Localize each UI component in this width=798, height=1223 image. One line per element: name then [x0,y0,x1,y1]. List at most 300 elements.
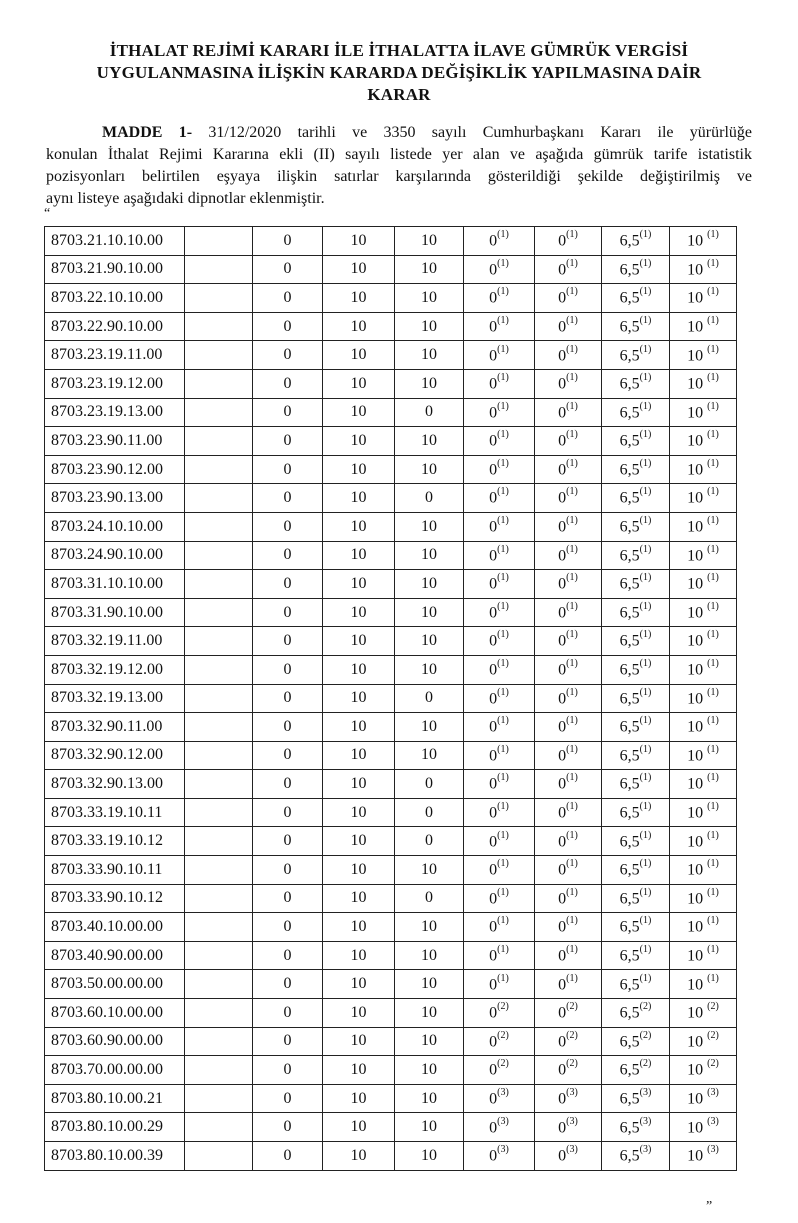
gtip-code-cell [45,913,185,942]
footnote-marker: (1) [497,858,509,870]
rate-cell [253,941,323,970]
cell-value: 8703.80.10.00.29 [51,1118,163,1136]
rate-cell [464,1027,535,1056]
rate-cell [253,827,323,856]
rate-cell [464,856,535,885]
gtip-code-cell [45,541,185,570]
footnote-marker: (1) [566,343,578,355]
cell-value: 0 [489,1061,498,1079]
cell-value: 6,5 [619,718,640,736]
cell-value: 10 [350,489,367,507]
cell-value: 10 [687,804,708,822]
rate-cell [670,512,737,541]
empty-cell [185,970,253,999]
cell-value: 10 [350,460,367,478]
footnote-marker: (2) [566,1058,578,1070]
table-row [45,484,737,513]
rate-cell [464,1056,535,1085]
footnote-marker: (3) [497,1144,509,1156]
gtip-code-cell [45,369,185,398]
gtip-code-cell [45,255,185,284]
rate-cell [464,398,535,427]
rate-cell [395,227,464,256]
rate-cell [395,856,464,885]
empty-cell [185,512,253,541]
cell-value: 10 [421,1118,437,1136]
rate-cell [602,427,670,456]
table-row [45,1113,737,1142]
rate-cell [602,1056,670,1085]
gtip-code-cell [45,798,185,827]
rate-cell [253,1084,323,1113]
table-row [45,627,737,656]
rate-cell [535,570,602,599]
footnote-marker: (1) [639,457,652,469]
cell-value: 6,5 [619,232,640,250]
rate-cell [535,884,602,913]
cell-value: 8703.40.90.00.00 [51,946,163,964]
rate-cell [323,770,395,799]
empty-cell [185,655,253,684]
rate-cell [464,570,535,599]
rate-cell [395,369,464,398]
cell-value: 0 [425,832,433,850]
gtip-code-cell [45,884,185,913]
cell-value: 6,5 [619,375,640,393]
cell-value: 0 [425,803,433,821]
table-row [45,369,737,398]
footnote-marker: (1) [566,886,578,898]
gtip-code-cell [45,1113,185,1142]
cell-value: 8703.23.19.13.00 [51,403,163,421]
cell-value: 8703.24.90.10.00 [51,546,163,564]
cell-value: 10 [421,746,437,764]
rate-cell [253,1027,323,1056]
article-line-4: aynı listeye aşağıdaki dipnotlar eklenmiştir. [46,190,325,207]
rate-cell [464,1113,535,1142]
article-line-3: pozisyonları belirtilen eşyaya ilişkin satırlar karşılarında gösterildiği şekilde değiştirilmiş ve [46,168,752,185]
rate-cell [253,770,323,799]
cell-value: 0 [558,861,567,879]
cell-value: 0 [558,318,567,336]
rate-cell [395,999,464,1028]
cell-value: 8703.31.10.10.00 [51,574,163,592]
open-quote: “ [44,206,51,221]
rate-cell [395,913,464,942]
cell-value: 10 [350,918,367,936]
empty-cell [185,1027,253,1056]
cell-value: 10 [687,604,708,622]
table-row [45,1084,737,1113]
rate-cell [535,1142,602,1171]
rate-cell [323,484,395,513]
rate-cell [602,798,670,827]
rate-cell [323,627,395,656]
cell-value: 10 [687,775,708,793]
empty-cell [185,856,253,885]
cell-value: 0 [558,375,567,393]
cell-value: 0 [558,346,567,364]
footnote-marker: (1) [707,429,719,441]
footnote-marker: (1) [639,886,652,898]
cell-value: 0 [489,775,498,793]
cell-value: 0 [558,832,567,850]
cell-value: 6,5 [619,747,640,765]
rate-cell [670,398,737,427]
cell-value: 0 [558,289,567,307]
gtip-code-cell [45,941,185,970]
footnote-marker: (1) [639,343,652,355]
cell-value: 0 [558,518,567,536]
rate-cell [602,341,670,370]
rate-cell [535,398,602,427]
cell-value: 0 [489,232,498,250]
cell-value: 10 [687,318,708,336]
cell-value: 6,5 [619,461,640,479]
footnote-marker: (1) [566,314,578,326]
rate-cell [323,684,395,713]
cell-value: 10 [687,661,708,679]
rate-cell [395,884,464,913]
cell-value: 8703.32.90.11.00 [51,717,163,735]
rate-cell [535,941,602,970]
footnote-marker: (3) [566,1144,578,1156]
rate-cell [323,1027,395,1056]
footnote-marker: (1) [639,743,652,755]
footnote-marker: (1) [497,457,509,469]
cell-value: 8703.60.10.00.00 [51,1003,163,1021]
footnote-marker: (3) [497,1086,509,1098]
gtip-code-cell [45,856,185,885]
cell-value: 0 [283,689,292,707]
rate-cell [535,913,602,942]
cell-value: 0 [283,317,292,335]
rate-cell [602,884,670,913]
rate-cell [253,884,323,913]
rate-cell [253,512,323,541]
rate-cell [535,427,602,456]
rate-cell [602,284,670,313]
rate-cell [464,741,535,770]
cell-value: 10 [421,603,437,621]
cell-value: 10 [687,1147,708,1165]
rate-cell [535,1113,602,1142]
rate-cell [535,598,602,627]
rate-cell [253,227,323,256]
cell-value: 6,5 [619,661,640,679]
rate-cell [253,970,323,999]
rate-cell [602,484,670,513]
cell-value: 6,5 [619,918,640,936]
footnote-marker: (1) [639,915,652,927]
rate-cell [395,741,464,770]
cell-value: 0 [489,918,498,936]
rate-cell [670,255,737,284]
rate-cell [670,1027,737,1056]
cell-value: 10 [350,374,367,392]
footnote-marker: (1) [497,972,509,984]
rate-cell [602,713,670,742]
cell-value: 0 [489,489,498,507]
rate-cell [323,884,395,913]
table-row [45,312,737,341]
rate-cell [602,941,670,970]
rate-cell [602,227,670,256]
cell-value: 10 [687,632,708,650]
rate-cell [602,541,670,570]
cell-value: 10 [350,1003,367,1021]
gtip-code-cell [45,570,185,599]
gtip-code-cell [45,1056,185,1085]
rate-cell [464,655,535,684]
footnote-marker: (1) [497,886,509,898]
rate-cell [602,398,670,427]
cell-value: 0 [283,403,292,421]
rate-cell [395,1056,464,1085]
table-row [45,227,737,256]
cell-value: 0 [283,1032,292,1050]
rate-cell [670,484,737,513]
gtip-code-cell [45,655,185,684]
cell-value: 10 [421,346,437,364]
footnote-marker: (1) [639,429,652,441]
rate-cell [253,999,323,1028]
footnote-marker: (1) [639,858,652,870]
cell-value: 6,5 [619,861,640,879]
rate-cell [535,713,602,742]
gtip-code-cell [45,312,185,341]
rate-cell [253,427,323,456]
footnote-marker: (1) [639,257,652,269]
footnote-marker: (3) [707,1115,719,1127]
footnote-marker: (2) [639,1001,652,1013]
rate-cell [602,369,670,398]
cell-value: 0 [489,975,498,993]
footnote-marker: (1) [497,257,509,269]
footnote-marker: (1) [707,286,719,298]
footnote-marker: (1) [497,801,509,812]
table-row [45,655,737,684]
rate-cell [395,598,464,627]
rate-cell [464,713,535,742]
footnote-marker: (1) [566,286,578,298]
footnote-marker: (1) [566,572,578,584]
rate-cell [670,741,737,770]
footnote-marker: (1) [639,372,652,384]
footnote-marker: (1) [497,486,509,498]
footnote-marker: (1) [566,858,578,870]
cell-value: 10 [687,918,708,936]
rate-cell [670,684,737,713]
cell-value: 0 [489,1118,498,1136]
cell-value: 8703.60.90.00.00 [51,1032,163,1050]
footnote-marker: (1) [566,743,578,755]
rate-cell [323,570,395,599]
cell-value: 0 [283,946,292,964]
cell-value: 0 [283,1061,292,1079]
rate-cell [395,512,464,541]
rate-cell [395,713,464,742]
cell-value: 10 [350,660,367,678]
footnote-marker: (2) [707,1029,719,1041]
cell-value: 0 [283,1146,292,1164]
rate-cell [535,255,602,284]
cell-value: 0 [489,1004,498,1022]
cell-value: 0 [283,346,292,364]
cell-value: 10 [421,231,437,249]
rate-cell [670,798,737,827]
footnote-marker: (1) [639,286,652,298]
gtip-code-cell [45,741,185,770]
rate-cell [670,770,737,799]
cell-value: 0 [283,632,292,650]
empty-cell [185,913,253,942]
table-row [45,427,737,456]
cell-value: 6,5 [619,318,640,336]
gtip-code-cell [45,398,185,427]
cell-value: 10 [421,860,437,878]
footnote-marker: (1) [707,743,719,755]
cell-value: 8703.23.90.13.00 [51,489,163,507]
cell-value: 0 [558,718,567,736]
gtip-code-cell [45,627,185,656]
rate-cell [395,627,464,656]
cell-value: 0 [283,374,292,392]
empty-cell [185,770,253,799]
cell-value: 0 [425,689,433,707]
rate-cell [464,627,535,656]
cell-value: 0 [558,604,567,622]
cell-value: 6,5 [619,604,640,622]
rate-cell [535,970,602,999]
empty-cell [185,570,253,599]
cell-value: 10 [421,431,437,449]
footnote-marker: (1) [707,400,719,412]
cell-value: 6,5 [619,261,640,279]
rate-cell [395,684,464,713]
cell-value: 10 [421,574,437,592]
cell-value: 0 [425,403,433,421]
rate-cell [464,512,535,541]
cell-value: 0 [283,918,292,936]
cell-value: 8703.80.10.00.21 [51,1089,163,1107]
footnote-marker: (1) [707,229,719,241]
rate-cell [602,913,670,942]
rate-cell [602,684,670,713]
rate-cell [395,312,464,341]
cell-value: 10 [350,1146,367,1164]
cell-value: 8703.23.19.11.00 [51,346,163,364]
cell-value: 0 [558,918,567,936]
rate-cell [395,941,464,970]
footnote-marker: (1) [707,629,719,641]
cell-value: 0 [489,604,498,622]
gtip-code-cell [45,427,185,456]
footnote-marker: (2) [707,1058,719,1070]
footnote-marker: (2) [497,1029,509,1041]
gtip-code-cell [45,484,185,513]
footnote-marker: (1) [707,372,719,384]
rate-cell [253,455,323,484]
cell-value: 8703.32.19.11.00 [51,632,163,650]
cell-value: 8703.33.19.10.12 [51,832,163,850]
rate-cell [253,1113,323,1142]
footnote-marker: (3) [639,1086,652,1098]
footnote-marker: (1) [497,372,509,384]
cell-value: 0 [283,431,292,449]
rate-cell [535,455,602,484]
cell-value: 0 [283,1003,292,1021]
cell-value: 10 [687,890,708,908]
rate-cell [395,770,464,799]
table-row [45,284,737,313]
cell-value: 8703.80.10.00.39 [51,1146,163,1164]
empty-cell [185,341,253,370]
cell-value: 10 [687,518,708,536]
cell-value: 10 [687,432,708,450]
cell-value: 10 [687,1033,708,1051]
rate-cell [253,312,323,341]
rate-cell [323,970,395,999]
rate-cell [535,369,602,398]
empty-cell [185,1142,253,1171]
gtip-code-cell [45,713,185,742]
table-row [45,570,737,599]
cell-value: 10 [350,1118,367,1136]
cell-value: 0 [283,260,292,278]
footnote-marker: (1) [707,600,719,612]
tariff-table [44,226,737,1171]
rate-cell [323,312,395,341]
cell-value: 0 [489,261,498,279]
cell-value: 8703.22.90.10.00 [51,317,163,335]
rate-cell [602,1142,670,1171]
table-row [45,1027,737,1056]
rate-cell [670,570,737,599]
cell-value: 0 [425,489,433,507]
rate-cell [253,398,323,427]
cell-value: 0 [283,1089,292,1107]
cell-value: 0 [558,1004,567,1022]
cell-value: 10 [350,346,367,364]
rate-cell [464,798,535,827]
cell-value: 0 [283,288,292,306]
footnote-marker: (1) [707,972,719,984]
cell-value: 10 [687,575,708,593]
rate-cell [464,999,535,1028]
footnote-marker: (1) [707,686,719,698]
gtip-code-cell [45,227,185,256]
rate-cell [323,941,395,970]
cell-value: 6,5 [619,289,640,307]
rate-cell [602,970,670,999]
rate-cell [323,598,395,627]
footnote-marker: (1) [639,314,652,326]
cell-value: 10 [350,1089,367,1107]
footnote-marker: (1) [566,658,578,670]
cell-value: 0 [489,318,498,336]
cell-value: 8703.33.19.10.11 [51,803,163,821]
cell-value: 0 [489,1090,498,1108]
rate-cell [323,1084,395,1113]
rate-cell [253,741,323,770]
gtip-code-cell [45,1027,185,1056]
rate-cell [323,1142,395,1171]
footnote-marker: (1) [497,658,509,670]
empty-cell [185,455,253,484]
cell-value: 6,5 [619,1090,640,1108]
footnote-marker: (1) [639,801,652,812]
